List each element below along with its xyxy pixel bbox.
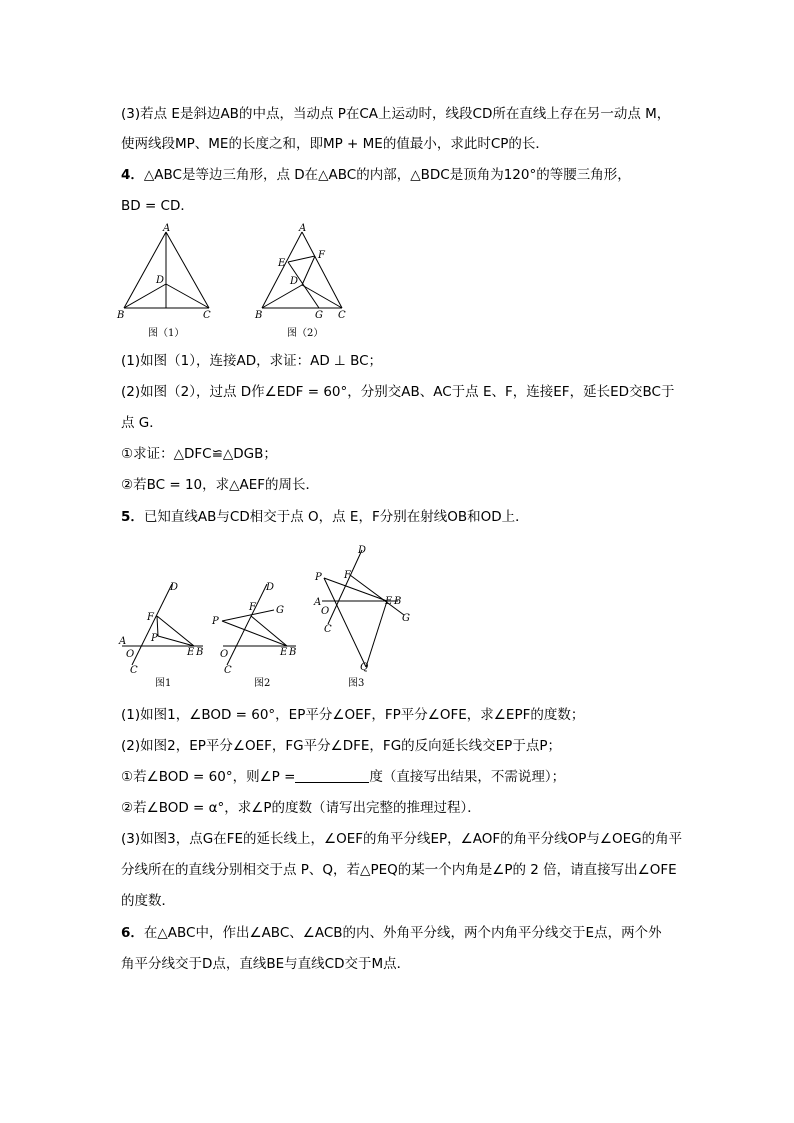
q4-f1-label-a: A: [163, 223, 171, 234]
q4-f1-label-b: B: [117, 310, 125, 321]
q5-part3-line3: 的度数．: [121, 893, 175, 909]
q5-figure-1: [115, 574, 210, 692]
q5-f3-line-fg: [350, 575, 404, 615]
q5-figure-3: [306, 540, 421, 692]
q5-part2: (2)如图2，EP平分∠OEF，FG平分∠DFE，FG的反向延长线交EP于点P；: [121, 738, 561, 754]
q5-f1-caption: 图1: [155, 678, 172, 689]
q5-stem: [121, 507, 781, 527]
q5-f1-label-e: E: [187, 647, 195, 658]
q5-f3-line-cd: [328, 550, 362, 624]
q4-stem-line2: BD = CD．: [121, 198, 194, 214]
q3-part3-line2: 使两线段MP、ME的长度之和，即MP + ME的值最小，求此时CP的长．: [121, 136, 549, 152]
q5-f3-label-a: A: [314, 597, 322, 608]
q4-f2-label-b: B: [255, 310, 263, 321]
q4-f2-label-g: G: [315, 310, 323, 321]
q4-f2-segment-ef: [288, 256, 315, 262]
q5-f2-segment-fe: [251, 616, 287, 646]
q5-f3-label-g: G: [402, 613, 410, 624]
q4-sub1: ①求证：△DFC≌△DGB；: [121, 446, 277, 462]
q5-f1-segment-fe: [157, 616, 194, 646]
q6-stem1: 在△ABC中，作出∠ABC、∠ACB的内、外角平分线，两个内角平分线交于E点，两个外: [143, 925, 662, 941]
q6-number: 6．: [121, 925, 144, 941]
q4-stem1: △ABC是等边三角形，点 D在△ABC的内部，△BDC是顶角为120°的等腰三角形，: [143, 167, 631, 183]
q4-f2-caption: 图（2）: [287, 328, 324, 339]
q5-f2-label-g: G: [276, 605, 284, 616]
q5-f1-label-o: O: [126, 649, 135, 660]
q4-f2-label-a: A: [299, 223, 307, 234]
q5-f3-label-o: O: [321, 606, 330, 617]
q5-f3-label-d: D: [358, 545, 367, 556]
q4-f2-label-c: C: [338, 310, 346, 321]
q5-f2-caption: 图2: [254, 678, 271, 689]
q4-figure-2: [252, 222, 362, 340]
q5-f3-label-p: P: [315, 572, 322, 583]
q6-stem-line2: 角平分线交于D点，直线BE与直线CD交于M点．: [121, 956, 411, 972]
q5-f2-label-o: O: [220, 649, 229, 660]
q5-f3-label-b: B: [394, 596, 402, 607]
q4-f1-caption: 图（1）: [148, 328, 185, 339]
q5-f1-label-p: P: [151, 633, 158, 644]
q5-sub2: ②若∠BOD = α°，求∠P的度数（请写出完整的推理过程）．: [121, 800, 481, 816]
q5-f3-label-e: E: [385, 596, 393, 607]
q5-f3-label-c: C: [324, 624, 332, 635]
q4-f2-label-f: F: [318, 250, 325, 261]
q4-f1-label-d: D: [156, 275, 165, 286]
q4-f1-side-ac: [166, 232, 209, 308]
q5-f1-label-a: A: [119, 636, 127, 647]
q5-part3-line1: (3)如图3，点G在FE的延长线上，∠OEF的角平分线EP，∠AOF的角平分线OP与∠OEG的角平: [121, 831, 683, 847]
q5-f3-segment-eq: [366, 601, 387, 667]
q5-f2-label-e: E: [280, 647, 288, 658]
q5-f3-label-f: F: [344, 570, 351, 581]
q6-stem-line1: [121, 923, 781, 943]
q4-part2-line1: (2)如图（2），过点 D作∠EDF = 60°，分别交AB、AC于点 E、F，连接EF，延长ED交BC于: [121, 384, 675, 400]
q5-stem-text: 已知直线AB与CD相交于点 O，点 E，F分别在射线OB和OD上．: [143, 509, 529, 525]
q4-number: 4．: [121, 167, 144, 183]
q5-f2-segment-pe: [222, 621, 287, 646]
q5-sub1-pre: ①若∠BOD = 60°，则∠P =: [121, 769, 296, 785]
q4-stem-line1: [121, 165, 781, 185]
q5-f1-label-b: B: [196, 647, 204, 658]
q4-part2-line2: 点 G．: [121, 415, 163, 431]
q5-part1: (1)如图1，∠BOD = 60°，EP平分∠OEF，FP平分∠OFE，求∠EPF的度数；: [121, 707, 585, 723]
q5-f2-label-f: F: [249, 602, 256, 613]
q5-f1-label-d: D: [170, 582, 179, 593]
q5-sub1-answer-blank[interactable]: [295, 768, 369, 783]
q5-f2-label-b: B: [289, 647, 297, 658]
q5-figure-2: [208, 574, 303, 692]
q5-f2-label-p: P: [212, 616, 219, 627]
q5-sub1-post: 度（直接写出结果，不需说理）；: [369, 769, 566, 785]
q4-f2-segment-df: [302, 256, 315, 285]
q5-f1-label-c: C: [130, 665, 138, 676]
q5-f1-line-cd: [132, 584, 172, 665]
q4-f2-label-d: D: [290, 276, 299, 287]
q5-f3-label-q: Q: [360, 662, 369, 673]
q5-f2-label-c: C: [224, 665, 232, 676]
q5-f3-caption: 图3: [348, 678, 365, 689]
q4-f1-label-c: C: [203, 310, 211, 321]
q3-part3-line1: (3)若点 E是斜边AB的中点，当动点 P在CA上运动时，线段CD所在直线上存在另一动点 M，: [121, 106, 671, 122]
q5-f1-label-f: F: [147, 612, 154, 623]
q4-sub2: ②若BC = 10，求△AEF的周长．: [121, 477, 320, 493]
q4-f1-side-ab: [124, 232, 166, 308]
q4-part1: (1)如图（1），连接AD，求证：AD ⊥ BC；: [121, 353, 383, 369]
q4-f2-label-e: E: [278, 258, 286, 269]
q5-number: 5．: [121, 509, 144, 525]
q5-sub1: [121, 767, 781, 787]
q4-figure-1: [115, 222, 225, 340]
q5-part3-line2: 分线所在的直线分别相交于点 P、Q，若△PEQ的某一个内角是∠P的 2 倍，请直接写出∠OFE: [121, 862, 677, 878]
q5-f2-line-pg: [222, 610, 274, 621]
q5-f2-label-d: D: [266, 582, 275, 593]
